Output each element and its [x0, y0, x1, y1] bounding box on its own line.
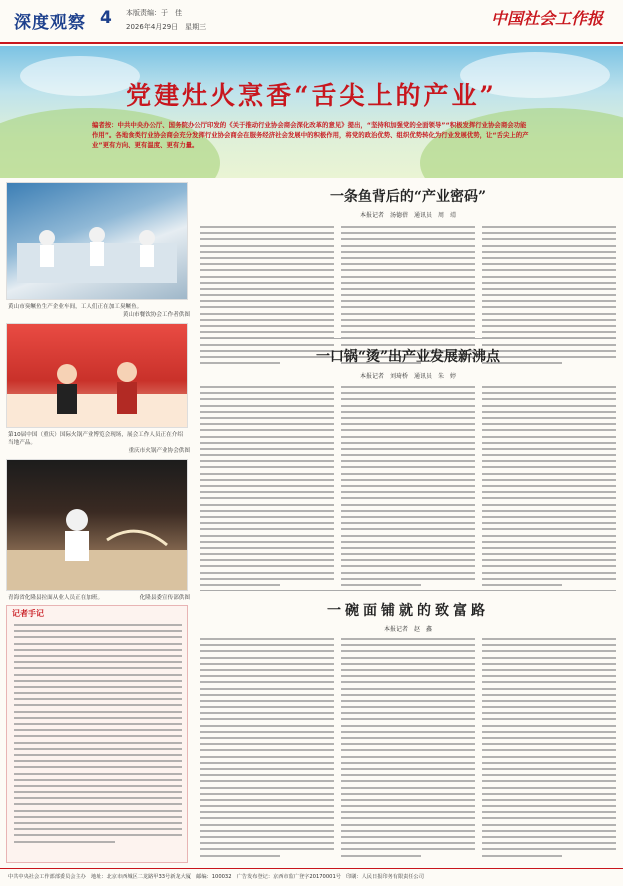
hotpot-expo-photo	[6, 323, 188, 428]
photo-caption: 青海省化隆县拉面从业人员正在加班。	[8, 595, 104, 601]
reporter-note-title: 记者手记	[12, 609, 44, 618]
editor-line: 本版责编：于 佳	[126, 9, 182, 17]
page-headline: 党建灶火烹香“舌尖上的产业”	[126, 81, 497, 110]
article-3-column-3	[482, 638, 616, 861]
article-divider	[200, 590, 616, 591]
reporter-note-text	[14, 624, 182, 847]
article-3-column-2	[341, 638, 475, 861]
article-divider	[200, 338, 616, 339]
newspaper-logo: 中国社会工作报	[490, 9, 603, 28]
article-1-byline: 本报记者 汤德蓓 通讯员 周 靖	[359, 212, 456, 219]
page-number: 4	[100, 8, 112, 28]
article-3-column-1	[200, 638, 334, 861]
article-2-column-1	[200, 386, 334, 590]
page-footer: 中共中央社会工作部部委员会主办 地址：北京市西城区二龙路甲33号新龙大厦 邮编：100032 广告发布登记：京西市监广登字20170001号 印刷：人民日报印务有限责任公司	[0, 868, 623, 886]
photo-credit: 黄山市餐饮协会工作者供图	[122, 312, 190, 318]
workers-illustration	[7, 183, 188, 300]
noodle-worker-illustration	[7, 460, 188, 591]
photo-caption: 第10届中国（重庆）国际火锅产业博览会现场，展会工作人员正在介绍当地产品。	[8, 432, 183, 446]
section-title: 深度观察	[14, 13, 86, 33]
article-2-byline: 本报记者 刘琦桥 通讯员 朱 婷	[359, 373, 456, 380]
fish-factory-photo	[6, 182, 188, 300]
feature-banner	[0, 46, 623, 178]
article-3-title: 一碗面铺就的致富路	[327, 603, 489, 619]
photo-caption: 黄山市臭鳜鱼生产企业车间，工人们正在加工臭鳜鱼。	[8, 304, 143, 310]
article-3-byline: 本报记者 赵 鑫	[383, 626, 432, 633]
expo-booth-illustration	[7, 324, 188, 428]
article-2-column-3	[482, 386, 616, 590]
article-2-title: 一口锅“烫”出产业发展新沸点	[315, 349, 501, 365]
article-1-title: 一条鱼背后的“产业密码”	[329, 189, 487, 205]
masthead	[0, 0, 623, 44]
issue-date: 2026年4月29日 星期三	[126, 23, 207, 31]
editor-note: 编者按：中共中央办公厅、国务院办公厅印发的《关于推动行业协会商会深化改革的意见》提出，“坚持和加强党的全面领导”“积极发挥行业协会商会功能作用”。各地食类行业协会商会充分发挥行业协会商会在服务经济社会发展中的积极作用，将党的政治优势、组织优势转化为行业发展优势，让“舌尖上的产业”更有方向、更有温度、更有力量。	[92, 121, 529, 149]
noodle-kitchen-photo	[6, 459, 188, 591]
article-2-column-2	[341, 386, 475, 590]
photo-credit: 化隆县委宣传部供图	[139, 595, 190, 601]
photo-credit: 重庆市火锅产业协会供图	[128, 448, 190, 454]
